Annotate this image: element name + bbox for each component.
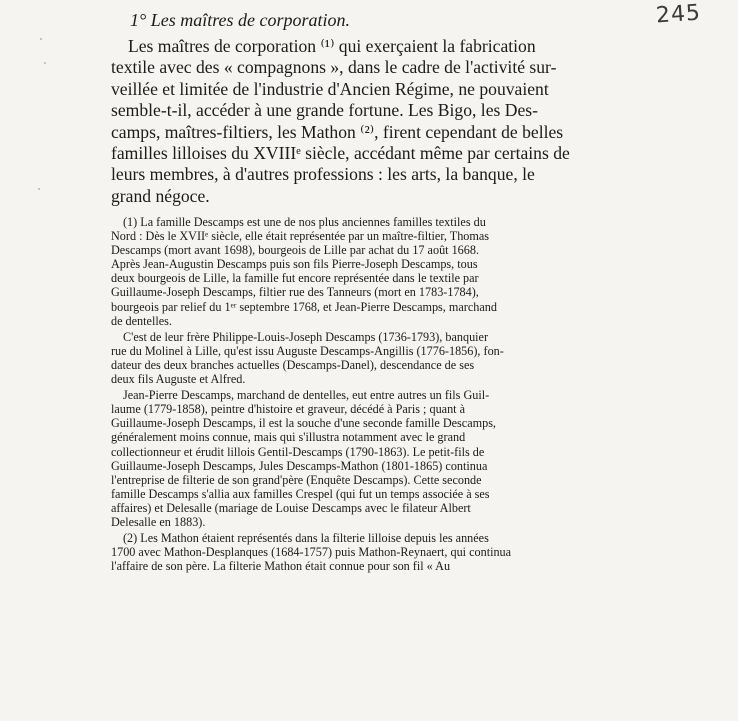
footnote-line: laume (1779-1858), peintre d'histoire et graveur, décédé à Paris ; quant à	[111, 402, 466, 417]
scan-speck	[38, 188, 40, 190]
footnote-line: Guillaume-Joseph Descamps, il est la souche d'une seconde famille Descamps,	[111, 416, 496, 431]
body-line: veillée et limitée de l'industrie d'Ancien Régime, ne pouvaient	[111, 78, 549, 99]
footnote-line: l'affaire de son père. La filterie Mathon était connue pour son fil « Au	[111, 559, 451, 574]
body-line: grand négoce.	[111, 185, 210, 206]
footnote-line: deux bourgeois de Lille, la famille fut encore représentée dans le textile par	[111, 271, 479, 286]
footnote-line: famille Descamps s'allia aux familles Crespel (qui fut un temps associée à ses	[111, 486, 490, 501]
footnote-line: Delesalle en 1883).	[111, 514, 206, 529]
footnote-line: 1700 avec Mathon-Desplanques (1684-1757) puis Mathon-Reynaert, qui continua	[111, 545, 512, 560]
section-heading: 1° Les maîtres de corporation.	[130, 10, 351, 30]
handwritten-page-number: 245	[655, 0, 702, 29]
footnote-line: Après Jean-Augustin Descamps puis son fils Pierre-Joseph Descamps, tous	[111, 257, 478, 272]
footnote-line: Nord : Dès le XVIIᵉ siècle, elle était représentée par un maître-filtier, Thomas	[111, 229, 490, 244]
footnotes	[111, 215, 553, 573]
footnote-line: Descamps (mort avant 1698), bourgeois de Lille par achat du 17 août 1668.	[111, 243, 480, 258]
footnote-line: affaires) et Delesalle (mariage de Louise Descamps avec le filateur Albert	[111, 500, 471, 515]
footnote-line: deux fils Auguste et Alfred.	[111, 372, 246, 387]
body-paragraph	[111, 36, 570, 207]
footnote-line: Jean-Pierre Descamps, marchand de dentelles, eut entre autres un fils Guil-	[123, 388, 490, 403]
body-line: familles lilloises du XVIIIᵉ siècle, accédant même par certains de	[111, 143, 570, 164]
footnote-line: (2) Les Mathon étaient représentés dans la filterie lilloise depuis les années	[123, 531, 489, 546]
footnote-line: Guillaume-Joseph Descamps, Jules Descamps-Mathon (1801-1865) continua	[111, 458, 488, 473]
footnote-line: bourgeois par relief du 1ᵉʳ septembre 1768, et Jean-Pierre Descamps, marchand	[111, 299, 497, 314]
footnote-line: (1) La famille Descamps est une de nos plus anciennes familles textiles du	[123, 215, 486, 229]
body-line: semble-t-il, accéder à une grande fortune. Les Bigo, les Des-	[111, 100, 538, 121]
footnote-line: C'est de leur frère Philippe-Louis-Joseph Descamps (1736-1793), banquier	[123, 329, 489, 344]
body-line: camps, maîtres-filtiers, les Mathon ⁽²⁾, firent cependant de belles	[111, 121, 564, 142]
footnote-line: Guillaume-Joseph Descamps, filtier rue des Tanneurs (mort en 1783-1784),	[111, 285, 479, 300]
scan-speck	[40, 38, 42, 40]
footnote-line: de dentelles.	[111, 313, 172, 328]
footnote-line: collectionneur et érudit lillois Gentil-Descamps (1790-1863). Le petit-fils de	[111, 444, 485, 459]
footnote-line: rue du Molinel à Lille, qu'est issu Auguste Descamps-Angillis (1776-1856), fon-	[111, 343, 504, 358]
scan-speck	[44, 62, 46, 64]
body-line: textile avec des « compagnons », dans le cadre de l'activité sur-	[111, 57, 557, 78]
footnote-line: l'entreprise de filterie de son grand'père (Enquête Descamps). Cette seconde	[111, 472, 482, 487]
body-line: leurs membres, à d'autres professions : les arts, la banque, le	[111, 164, 535, 185]
footnote-line: généralement moins connue, mais qui s'illustra notamment avec le grand	[111, 430, 466, 445]
body-line: Les maîtres de corporation ⁽¹⁾ qui exerçaient la fabrication	[128, 36, 536, 56]
footnote-line: dateur des deux branches actuelles (Descamps-Danel), descendance de ses	[111, 357, 475, 372]
